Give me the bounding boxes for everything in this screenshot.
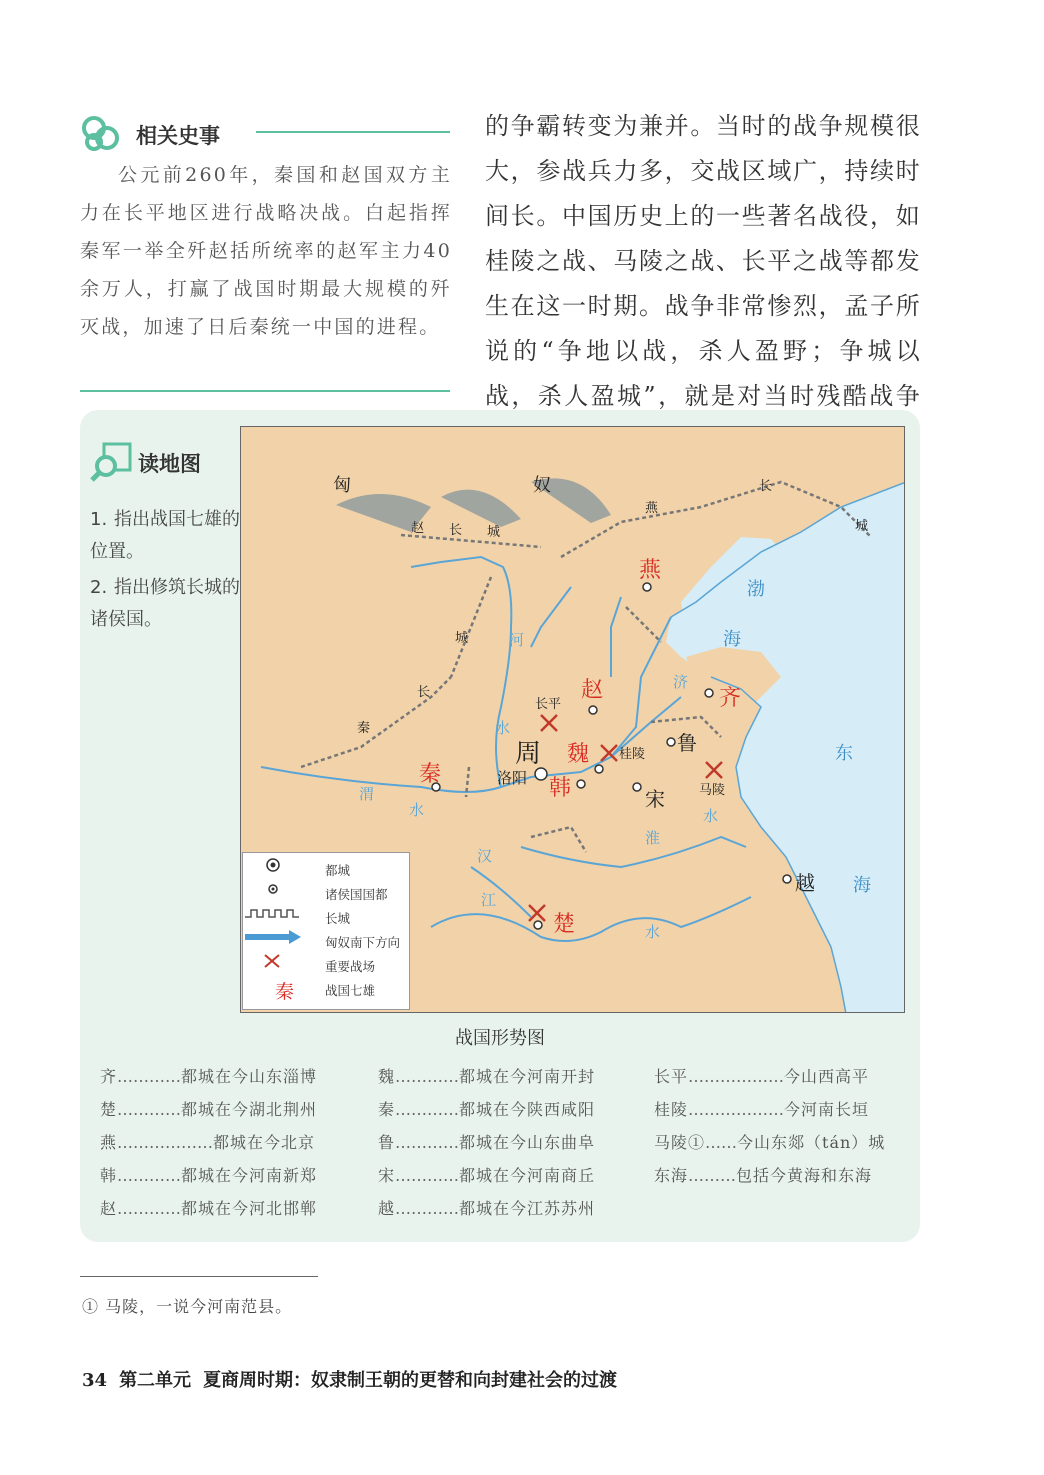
magnifier-icon [90, 442, 134, 482]
glossary-row [378, 1093, 595, 1126]
glossary-desc: 都城在今北京 [213, 1133, 316, 1152]
related-history-box [80, 112, 452, 346]
map-legend [242, 852, 410, 1010]
warring-states-map [240, 426, 905, 1013]
glossary-term: 越 [378, 1199, 396, 1218]
capital-lu [667, 738, 675, 746]
read-map-title: 读地图 [138, 452, 201, 476]
glossary-term: 长平 [654, 1067, 689, 1086]
river-label-wei: 渭 [359, 785, 375, 803]
glossary-row [100, 1126, 317, 1159]
sea-label-donghai-1: 东 [835, 743, 853, 764]
leader-dots: ……………… [688, 1067, 785, 1086]
glossary-row [100, 1093, 317, 1126]
leader-dots: ………… [117, 1166, 182, 1185]
glossary-term: 燕 [100, 1133, 118, 1152]
label-xiongnu-2: 奴 [533, 475, 551, 496]
footnote-rule [80, 1276, 318, 1277]
city-changping: 长平 [535, 697, 562, 712]
glossary-desc: 包括今黄海和东海 [736, 1166, 873, 1185]
state-zhou: 周 [515, 739, 542, 769]
glossary-term: 桂陵 [654, 1100, 689, 1119]
river-label-jiang-shui: 水 [645, 923, 661, 941]
wall-label-yan-3: 城 [855, 519, 869, 534]
question-2 [90, 572, 240, 636]
legend-row-wall [243, 905, 411, 929]
capital-qi [705, 689, 713, 697]
page-footer [82, 1366, 629, 1392]
capital-han [577, 780, 585, 788]
legend-row-states [243, 977, 411, 1001]
capital-chu [534, 921, 542, 929]
glossary-desc: 都城在今河南开封 [459, 1067, 596, 1086]
glossary-term: 魏 [378, 1067, 396, 1086]
city-luoyang: 洛阳 [497, 769, 528, 787]
glossary-row [654, 1126, 885, 1159]
glossary-column-3 [654, 1060, 885, 1192]
glossary-desc: 都城在今山东淄博 [181, 1067, 318, 1086]
related-history-header [80, 112, 452, 156]
wall-label-zhao-3: 城 [487, 525, 501, 540]
glossary-desc: 都城在今山东曲阜 [459, 1133, 596, 1152]
glossary-term: 赵 [100, 1199, 118, 1218]
glossary-desc: 今山东郯（tán）城 [737, 1133, 886, 1152]
glossary-term: 韩 [100, 1166, 118, 1185]
river-label-wei-2: 水 [409, 801, 425, 819]
glossary-row [654, 1060, 885, 1093]
state-wei: 魏 [567, 742, 590, 767]
legend-label: 战国七雄 [325, 983, 376, 998]
glossary-row [378, 1159, 595, 1192]
river-label-he: 河 [509, 631, 525, 649]
leader-dots: ……………… [688, 1100, 785, 1119]
capital-yue [783, 875, 791, 883]
state-qin: 秦 [419, 762, 442, 787]
legend-label: 匈奴南下方向 [325, 935, 401, 950]
legend-row-capital [243, 857, 411, 881]
state-yan: 燕 [639, 558, 662, 583]
river-label-ji: 济 [673, 673, 689, 691]
state-sample: 秦 [275, 981, 295, 1003]
battle-icon [243, 953, 303, 969]
map-caption: 战国形势图 [455, 1028, 545, 1049]
glossary-term: 齐 [100, 1067, 118, 1086]
leader-dots: ………… [117, 1067, 182, 1086]
wall-label-zhao-2: 长 [449, 523, 463, 538]
state-yue: 越 [795, 871, 815, 895]
wall-label-qin-2: 长 [417, 685, 431, 700]
river-label-he-2: 水 [495, 719, 511, 737]
glossary-row [654, 1159, 885, 1192]
label-xiongnu-1: 匈 [333, 475, 351, 496]
leader-dots: …… [705, 1133, 738, 1152]
read-map-panel [80, 410, 920, 1242]
great-wall-icon [243, 905, 303, 921]
main-paragraph: 的争霸转变为兼并。当时的战争规模很大，参战兵力多，交战区域广，持续时间长。中国历史上的一些著名战役，如桂陵之战、马陵之战、长平之战等都发生在这一时期。战争非常惨烈，孟子所说的“争地以战，杀人盈野；争城以战，杀人盈城”，就是对当时残酷战争 [485, 112, 921, 410]
glossary-row [378, 1126, 595, 1159]
question-text: 指出修筑长城的诸侯国。 [90, 577, 240, 630]
legend-row-battle [243, 953, 411, 977]
related-history-icon [80, 114, 122, 154]
leader-dots: ………… [395, 1067, 460, 1086]
page-number: 34 [82, 1370, 108, 1391]
river-label-huai-2: 水 [703, 807, 719, 825]
question-1 [90, 504, 240, 568]
glossary-row [100, 1060, 317, 1093]
capital-wei [595, 765, 603, 773]
legend-label: 重要战场 [325, 959, 376, 974]
glossary-term: 宋 [378, 1166, 396, 1185]
glossary-desc: 都城在今河南商丘 [459, 1166, 596, 1185]
leader-dots: ………… [395, 1133, 460, 1152]
unit-label: 第二单元 [119, 1370, 192, 1391]
city-guiling: 桂陵 [619, 747, 646, 762]
sea-label-bohai-1: 渤 [747, 579, 765, 600]
header-rule [256, 131, 450, 133]
glossary-desc: 今山西高平 [784, 1067, 870, 1086]
sidebar-bottom-rule [80, 390, 450, 392]
leader-dots: ………… [395, 1100, 460, 1119]
footnote: ① 马陵，一说今河南范县。 [82, 1297, 293, 1316]
glossary-term: 东海 [654, 1166, 689, 1185]
wall-label-zhao-1: 赵 [411, 521, 425, 536]
question-text: 指出战国七雄的位置。 [90, 509, 240, 562]
leader-dots: ……………… [117, 1133, 214, 1152]
legend-label: 长城 [325, 911, 351, 926]
legend-label: 诸侯国国都 [325, 887, 388, 902]
state-qi: 齐 [719, 686, 742, 711]
arrow-icon [243, 929, 303, 945]
leader-dots: ………… [395, 1166, 460, 1185]
capital-yan [643, 583, 651, 591]
sea-label-donghai-2: 海 [853, 875, 871, 896]
wall-label-yan-2: 长 [759, 479, 773, 494]
glossary-desc: 都城在今河南新郑 [181, 1166, 318, 1185]
state-song: 宋 [645, 787, 665, 811]
river-label-jiang: 江 [481, 891, 497, 909]
question-number: 1. [90, 509, 108, 530]
glossary-term: 马陵① [654, 1133, 706, 1152]
question-number: 2. [90, 577, 108, 598]
capital-zhao [589, 706, 597, 714]
glossary-term: 楚 [100, 1100, 118, 1119]
unit-title: 夏商周时期：奴隶制王朝的更替和向封建社会的过渡 [203, 1370, 618, 1391]
glossary-row [654, 1093, 885, 1126]
glossary-column-1 [100, 1060, 317, 1225]
state-han: 韩 [549, 776, 572, 801]
wall-label-qin-3: 城 [455, 631, 469, 646]
leader-dots: ………… [117, 1100, 182, 1119]
glossary-term: 秦 [378, 1100, 396, 1119]
leader-dots: ………… [395, 1199, 460, 1218]
glossary-row [100, 1192, 317, 1225]
state-zhao: 赵 [581, 678, 604, 703]
related-history-title: 相关史事 [136, 124, 220, 148]
glossary-desc: 都城在今湖北荆州 [181, 1100, 318, 1119]
state-chu: 楚 [553, 912, 576, 937]
capital-icon [243, 857, 303, 873]
vassal-capital-icon [243, 881, 303, 897]
wall-label-yan-1: 燕 [645, 501, 659, 516]
related-history-body [80, 156, 452, 346]
related-history-text: 公元前260年，秦国和赵国双方主力在长平地区进行战略决战。白起指挥秦军一举全歼赵括所统率的赵军主力40余万人，打赢了战国时期最大规模的歼灭战，加速了日后秦统一中国的进程。 [80, 164, 452, 338]
glossary-term: 鲁 [378, 1133, 396, 1152]
glossary-row [100, 1159, 317, 1192]
glossary-desc: 都城在今江苏苏州 [459, 1199, 596, 1218]
wall-label-qin-1: 秦 [357, 721, 371, 736]
sea-label-bohai-2: 海 [723, 629, 741, 650]
glossary-desc: 今河南长垣 [784, 1100, 870, 1119]
state-lu: 鲁 [677, 731, 697, 755]
leader-dots: ……… [688, 1166, 737, 1185]
glossary-desc: 都城在今河北邯郸 [181, 1199, 318, 1218]
capital-song [633, 783, 641, 791]
legend-label: 都城 [325, 863, 351, 878]
city-maling: 马陵 [699, 783, 726, 798]
glossary-row [378, 1060, 595, 1093]
river-label-huai: 淮 [645, 829, 661, 847]
river-label-han: 汉 [477, 847, 493, 865]
glossary-column-2 [378, 1060, 595, 1225]
legend-row-vassal-capital [243, 881, 411, 905]
leader-dots: ………… [117, 1199, 182, 1218]
legend-row-arrow [243, 929, 411, 953]
glossary-desc: 都城在今陕西咸阳 [459, 1100, 596, 1119]
glossary-row [378, 1192, 595, 1225]
